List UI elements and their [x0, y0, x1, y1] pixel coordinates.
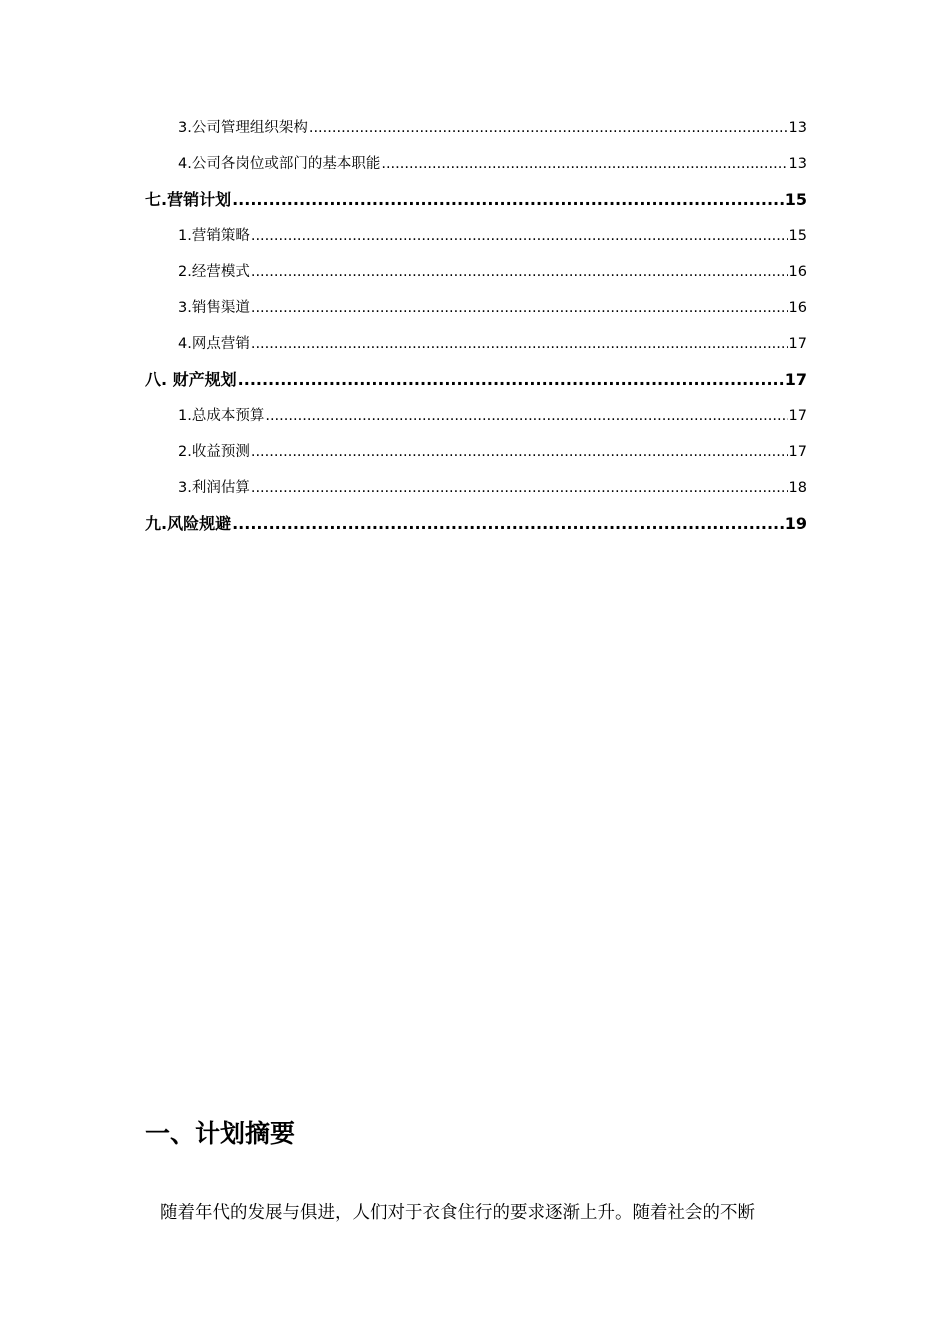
toc-entry-label: 2.收益预测 [178, 444, 250, 460]
toc-entry-page: 15 [784, 190, 807, 209]
toc-entry-department-functions[interactable] [178, 152, 807, 176]
toc-entry-label: 3.公司管理组织架构 [178, 120, 308, 136]
toc-entry-label: 八. 财产规划 [145, 370, 237, 389]
toc-entry-financial-planning[interactable] [145, 368, 807, 392]
toc-entry-marketing-strategy[interactable] [178, 224, 807, 248]
toc-dot-leader [251, 296, 788, 320]
toc-entry-sales-channels[interactable] [178, 296, 807, 320]
toc-entry-page: 17 [788, 444, 807, 460]
body-paragraph: 随着年代的发展与俱进，人们对于衣食住行的要求逐渐上升。随着社会的不断 [160, 1203, 755, 1223]
toc-dot-leader [251, 440, 788, 464]
toc-entry-label: 4.公司各岗位或部门的基本职能 [178, 156, 381, 172]
toc-entry-label: 2.经营模式 [178, 264, 250, 280]
toc-dot-leader [251, 224, 788, 248]
toc-entry-risk-avoidance[interactable] [145, 512, 807, 536]
toc-dot-leader [265, 404, 787, 428]
toc-entry-label: 1.总成本预算 [178, 408, 265, 424]
toc-entry-label: 七.营销计划 [145, 190, 232, 209]
toc-entry-business-model[interactable] [178, 260, 807, 284]
toc-entry-label: 3.销售渠道 [178, 300, 250, 316]
toc-entry-page: 17 [788, 408, 807, 424]
toc-entry-profit-estimate[interactable] [178, 476, 807, 500]
toc-dot-leader [309, 116, 788, 140]
toc-entry-page: 13 [788, 120, 807, 136]
toc-entry-org-structure[interactable] [178, 116, 807, 140]
toc-entry-page: 16 [788, 264, 807, 280]
toc-entry-marketing-plan[interactable] [145, 188, 807, 212]
toc-entry-page: 18 [788, 480, 807, 496]
toc-entry-page: 16 [788, 300, 807, 316]
toc-entry-page: 17 [788, 336, 807, 352]
toc-entry-label: 4.网点营销 [178, 336, 250, 352]
toc-entry-outlet-marketing[interactable] [178, 332, 807, 356]
toc-entry-total-cost-budget[interactable] [178, 404, 807, 428]
toc-dot-leader [238, 368, 784, 392]
toc-dot-leader [251, 260, 788, 284]
toc-entry-page: 13 [788, 156, 807, 172]
section-heading-plan-summary: 一、计划摘要 [145, 1119, 296, 1148]
toc-entry-revenue-forecast[interactable] [178, 440, 807, 464]
toc-dot-leader [251, 476, 788, 500]
toc-entry-page: 17 [784, 370, 807, 389]
toc-entry-page: 15 [788, 228, 807, 244]
toc-entry-label: 3.利润估算 [178, 480, 250, 496]
toc-entry-page: 19 [784, 514, 807, 533]
toc-dot-leader [232, 188, 784, 212]
toc-dot-leader [232, 512, 784, 536]
toc-dot-leader [381, 152, 787, 176]
toc-entry-label: 1.营销策略 [178, 228, 250, 244]
toc-entry-label: 九.风险规避 [145, 514, 232, 533]
toc-dot-leader [251, 332, 788, 356]
